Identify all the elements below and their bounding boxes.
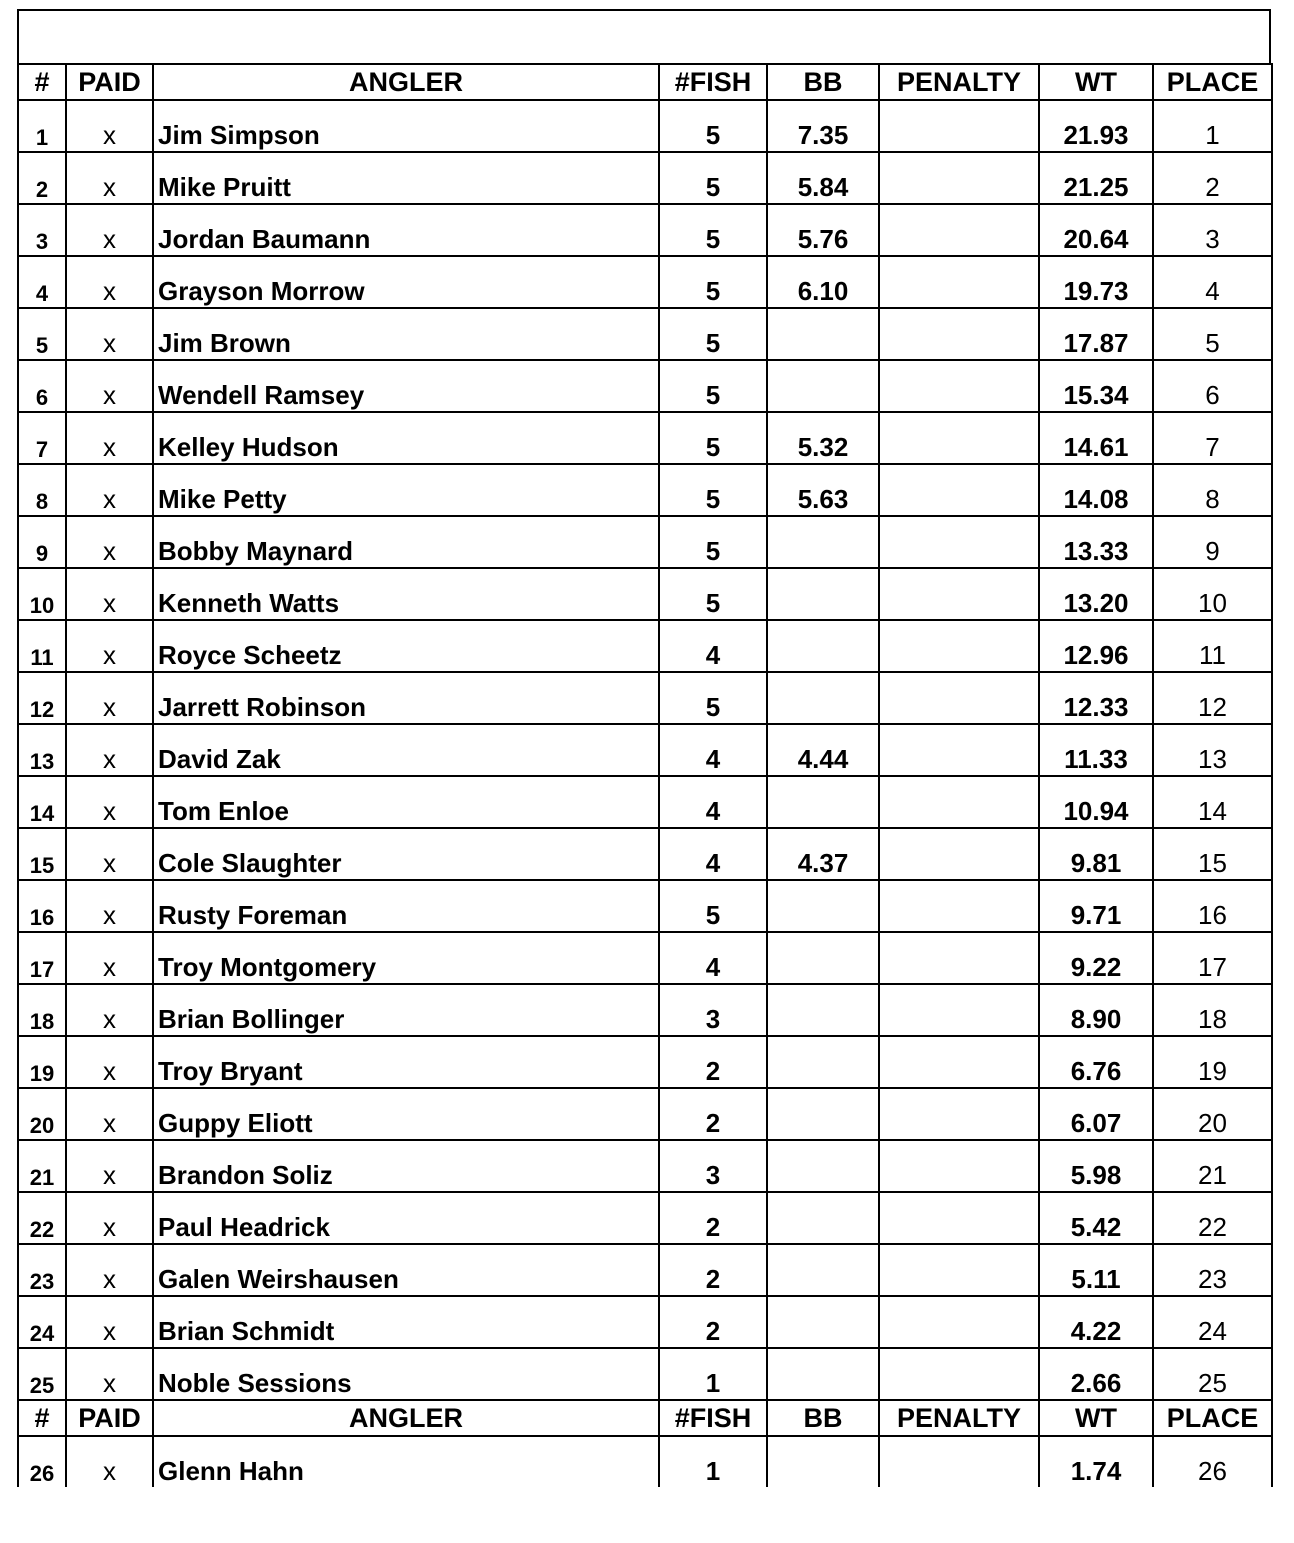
place-value: 4 — [1153, 256, 1272, 308]
penalty-value — [879, 828, 1039, 880]
total-weight: 6.07 — [1039, 1088, 1153, 1140]
place-value: 20 — [1153, 1088, 1272, 1140]
paid-mark: x — [66, 152, 153, 204]
header-penalty: PENALTY — [879, 1400, 1039, 1436]
fish-count: 5 — [659, 100, 767, 152]
table-row — [18, 984, 1272, 1036]
row-number: 2 — [18, 152, 66, 204]
angler-name: Brian Schmidt — [153, 1296, 659, 1348]
place-value: 8 — [1153, 464, 1272, 516]
row-number: 18 — [18, 984, 66, 1036]
total-weight: 21.93 — [1039, 100, 1153, 152]
table-row — [18, 100, 1272, 152]
total-weight: 9.81 — [1039, 828, 1153, 880]
place-value: 3 — [1153, 204, 1272, 256]
penalty-value — [879, 880, 1039, 932]
paid-mark: x — [66, 516, 153, 568]
total-weight: 14.08 — [1039, 464, 1153, 516]
big-bass-weight — [767, 620, 879, 672]
big-bass-weight: 5.84 — [767, 152, 879, 204]
header-bb: BB — [767, 64, 879, 100]
results-table — [17, 63, 1273, 1487]
angler-name: Royce Scheetz — [153, 620, 659, 672]
penalty-value — [879, 100, 1039, 152]
place-value: 11 — [1153, 620, 1272, 672]
place-value: 15 — [1153, 828, 1272, 880]
fish-count: 2 — [659, 1088, 767, 1140]
angler-name: Rusty Foreman — [153, 880, 659, 932]
fish-count: 5 — [659, 880, 767, 932]
place-value: 12 — [1153, 672, 1272, 724]
total-weight: 10.94 — [1039, 776, 1153, 828]
row-number: 12 — [18, 672, 66, 724]
table-row — [18, 776, 1272, 828]
angler-name: Troy Bryant — [153, 1036, 659, 1088]
penalty-value — [879, 464, 1039, 516]
fish-count: 3 — [659, 984, 767, 1036]
penalty-value — [879, 1348, 1039, 1400]
row-number: 13 — [18, 724, 66, 776]
table-row — [18, 672, 1272, 724]
row-number: 7 — [18, 412, 66, 464]
header-num: # — [18, 64, 66, 100]
header-fish: #FISH — [659, 1400, 767, 1436]
angler-name: David Zak — [153, 724, 659, 776]
header-paid: PAID — [66, 1400, 153, 1436]
total-weight: 15.34 — [1039, 360, 1153, 412]
row-number: 5 — [18, 308, 66, 360]
table-row — [18, 932, 1272, 984]
row-number: 25 — [18, 1348, 66, 1400]
paid-mark: x — [66, 1436, 153, 1487]
penalty-value — [879, 984, 1039, 1036]
header-wt: WT — [1039, 1400, 1153, 1436]
angler-name: Wendell Ramsey — [153, 360, 659, 412]
table-row — [18, 620, 1272, 672]
penalty-value — [879, 308, 1039, 360]
place-value: 14 — [1153, 776, 1272, 828]
big-bass-weight: 6.10 — [767, 256, 879, 308]
total-weight: 20.64 — [1039, 204, 1153, 256]
header-num: # — [18, 1400, 66, 1436]
total-weight: 6.76 — [1039, 1036, 1153, 1088]
paid-mark: x — [66, 1036, 153, 1088]
paid-mark: x — [66, 1244, 153, 1296]
penalty-value — [879, 360, 1039, 412]
big-bass-weight: 5.76 — [767, 204, 879, 256]
angler-name: Glenn Hahn — [153, 1436, 659, 1487]
total-weight: 19.73 — [1039, 256, 1153, 308]
paid-mark: x — [66, 1192, 153, 1244]
angler-name: Troy Montgomery — [153, 932, 659, 984]
row-number: 9 — [18, 516, 66, 568]
row-number: 22 — [18, 1192, 66, 1244]
place-value: 2 — [1153, 152, 1272, 204]
angler-name: Jarrett Robinson — [153, 672, 659, 724]
big-bass-weight — [767, 776, 879, 828]
big-bass-weight: 4.44 — [767, 724, 879, 776]
paid-mark: x — [66, 880, 153, 932]
big-bass-weight: 4.37 — [767, 828, 879, 880]
header-fish: #FISH — [659, 64, 767, 100]
big-bass-weight — [767, 1436, 879, 1487]
penalty-value — [879, 724, 1039, 776]
total-weight: 12.33 — [1039, 672, 1153, 724]
table-row — [18, 256, 1272, 308]
place-value: 7 — [1153, 412, 1272, 464]
penalty-value — [879, 1140, 1039, 1192]
header-row — [18, 64, 1272, 100]
table-row — [18, 516, 1272, 568]
paid-mark: x — [66, 672, 153, 724]
fish-count: 4 — [659, 620, 767, 672]
row-number: 11 — [18, 620, 66, 672]
paid-mark: x — [66, 1140, 153, 1192]
penalty-value — [879, 412, 1039, 464]
paid-mark: x — [66, 1348, 153, 1400]
fish-count: 4 — [659, 828, 767, 880]
big-bass-weight: 5.63 — [767, 464, 879, 516]
angler-name: Jim Brown — [153, 308, 659, 360]
big-bass-weight — [767, 1036, 879, 1088]
paid-mark: x — [66, 568, 153, 620]
header-bb: BB — [767, 1400, 879, 1436]
big-bass-weight: 7.35 — [767, 100, 879, 152]
penalty-value — [879, 152, 1039, 204]
penalty-value — [879, 672, 1039, 724]
penalty-value — [879, 932, 1039, 984]
paid-mark: x — [66, 984, 153, 1036]
place-value: 25 — [1153, 1348, 1272, 1400]
table-row — [18, 1036, 1272, 1088]
row-number: 8 — [18, 464, 66, 516]
row-number: 1 — [18, 100, 66, 152]
paid-mark: x — [66, 100, 153, 152]
big-bass-weight — [767, 1140, 879, 1192]
table-row — [18, 204, 1272, 256]
paid-mark: x — [66, 256, 153, 308]
table-row — [18, 308, 1272, 360]
place-value: 18 — [1153, 984, 1272, 1036]
table-row — [18, 152, 1272, 204]
fish-count: 5 — [659, 152, 767, 204]
penalty-value — [879, 1244, 1039, 1296]
angler-name: Guppy Eliott — [153, 1088, 659, 1140]
total-weight: 11.33 — [1039, 724, 1153, 776]
total-weight: 4.22 — [1039, 1296, 1153, 1348]
penalty-value — [879, 1192, 1039, 1244]
total-weight: 1.74 — [1039, 1436, 1153, 1487]
table-row — [18, 1140, 1272, 1192]
angler-name: Tom Enloe — [153, 776, 659, 828]
big-bass-weight — [767, 308, 879, 360]
big-bass-weight — [767, 360, 879, 412]
row-number: 23 — [18, 1244, 66, 1296]
total-weight: 9.22 — [1039, 932, 1153, 984]
angler-name: Paul Headrick — [153, 1192, 659, 1244]
angler-name: Kenneth Watts — [153, 568, 659, 620]
table-row — [18, 1192, 1272, 1244]
row-number: 26 — [18, 1436, 66, 1487]
big-bass-weight — [767, 1348, 879, 1400]
total-weight: 5.11 — [1039, 1244, 1153, 1296]
place-value: 16 — [1153, 880, 1272, 932]
total-weight: 21.25 — [1039, 152, 1153, 204]
penalty-value — [879, 1296, 1039, 1348]
big-bass-weight — [767, 672, 879, 724]
total-weight: 12.96 — [1039, 620, 1153, 672]
fish-count: 5 — [659, 516, 767, 568]
penalty-value — [879, 620, 1039, 672]
total-weight: 14.61 — [1039, 412, 1153, 464]
table-row — [18, 1244, 1272, 1296]
angler-name: Bobby Maynard — [153, 516, 659, 568]
fish-count: 4 — [659, 776, 767, 828]
row-number: 21 — [18, 1140, 66, 1192]
fish-count: 5 — [659, 204, 767, 256]
header-penalty: PENALTY — [879, 64, 1039, 100]
fish-count: 1 — [659, 1348, 767, 1400]
big-bass-weight — [767, 984, 879, 1036]
place-value: 13 — [1153, 724, 1272, 776]
header-place: PLACE — [1153, 64, 1272, 100]
paid-mark: x — [66, 360, 153, 412]
paid-mark: x — [66, 1296, 153, 1348]
place-value: 24 — [1153, 1296, 1272, 1348]
big-bass-weight — [767, 516, 879, 568]
paid-mark: x — [66, 1088, 153, 1140]
angler-name: Cole Slaughter — [153, 828, 659, 880]
total-weight: 5.98 — [1039, 1140, 1153, 1192]
table-row — [18, 568, 1272, 620]
header-paid: PAID — [66, 64, 153, 100]
row-number: 20 — [18, 1088, 66, 1140]
place-value: 9 — [1153, 516, 1272, 568]
paid-mark: x — [66, 620, 153, 672]
penalty-value — [879, 568, 1039, 620]
penalty-value — [879, 516, 1039, 568]
header-angler: ANGLER — [153, 64, 659, 100]
fish-count: 4 — [659, 724, 767, 776]
table-row — [18, 412, 1272, 464]
row-number: 16 — [18, 880, 66, 932]
total-weight: 9.71 — [1039, 880, 1153, 932]
big-bass-weight — [767, 932, 879, 984]
row-number: 24 — [18, 1296, 66, 1348]
total-weight: 13.33 — [1039, 516, 1153, 568]
place-value: 17 — [1153, 932, 1272, 984]
big-bass-weight: 5.32 — [767, 412, 879, 464]
big-bass-weight — [767, 1192, 879, 1244]
big-bass-weight — [767, 1088, 879, 1140]
table-row — [18, 828, 1272, 880]
penalty-value — [879, 204, 1039, 256]
fish-count: 5 — [659, 568, 767, 620]
fish-count: 3 — [659, 1140, 767, 1192]
place-value: 21 — [1153, 1140, 1272, 1192]
place-value: 1 — [1153, 100, 1272, 152]
angler-name: Grayson Morrow — [153, 256, 659, 308]
table-row — [18, 1436, 1272, 1487]
fish-count: 5 — [659, 256, 767, 308]
fish-count: 1 — [659, 1436, 767, 1487]
row-number: 15 — [18, 828, 66, 880]
row-number: 19 — [18, 1036, 66, 1088]
results-sheet — [17, 9, 1271, 1487]
fish-count: 5 — [659, 412, 767, 464]
total-weight: 17.87 — [1039, 308, 1153, 360]
fish-count: 5 — [659, 360, 767, 412]
total-weight: 2.66 — [1039, 1348, 1153, 1400]
angler-name: Jim Simpson — [153, 100, 659, 152]
paid-mark: x — [66, 828, 153, 880]
place-value: 5 — [1153, 308, 1272, 360]
table-row — [18, 1348, 1272, 1400]
big-bass-weight — [767, 880, 879, 932]
angler-name: Mike Pruitt — [153, 152, 659, 204]
fish-count: 2 — [659, 1036, 767, 1088]
paid-mark: x — [66, 204, 153, 256]
fish-count: 5 — [659, 672, 767, 724]
total-weight: 5.42 — [1039, 1192, 1153, 1244]
place-value: 22 — [1153, 1192, 1272, 1244]
angler-name: Noble Sessions — [153, 1348, 659, 1400]
fish-count: 5 — [659, 308, 767, 360]
row-number: 6 — [18, 360, 66, 412]
place-value: 26 — [1153, 1436, 1272, 1487]
total-weight: 13.20 — [1039, 568, 1153, 620]
fish-count: 2 — [659, 1296, 767, 1348]
place-value: 6 — [1153, 360, 1272, 412]
big-bass-weight — [767, 1244, 879, 1296]
paid-mark: x — [66, 308, 153, 360]
big-bass-weight — [767, 1296, 879, 1348]
row-number: 14 — [18, 776, 66, 828]
table-row — [18, 880, 1272, 932]
row-number: 3 — [18, 204, 66, 256]
penalty-value — [879, 1036, 1039, 1088]
table-row — [18, 1296, 1272, 1348]
table-row — [18, 464, 1272, 516]
penalty-value — [879, 1088, 1039, 1140]
paid-mark: x — [66, 464, 153, 516]
header-row-repeat — [18, 1400, 1272, 1436]
fish-count: 4 — [659, 932, 767, 984]
angler-name: Brian Bollinger — [153, 984, 659, 1036]
fish-count: 2 — [659, 1192, 767, 1244]
row-number: 10 — [18, 568, 66, 620]
big-bass-weight — [767, 568, 879, 620]
header-angler: ANGLER — [153, 1400, 659, 1436]
paid-mark: x — [66, 412, 153, 464]
angler-name: Galen Weirshausen — [153, 1244, 659, 1296]
fish-count: 2 — [659, 1244, 767, 1296]
penalty-value — [879, 776, 1039, 828]
header-wt: WT — [1039, 64, 1153, 100]
angler-name: Jordan Baumann — [153, 204, 659, 256]
row-number: 4 — [18, 256, 66, 308]
row-number: 17 — [18, 932, 66, 984]
place-value: 19 — [1153, 1036, 1272, 1088]
angler-name: Kelley Hudson — [153, 412, 659, 464]
paid-mark: x — [66, 776, 153, 828]
title-band — [17, 9, 1271, 63]
angler-name: Mike Petty — [153, 464, 659, 516]
table-row — [18, 1088, 1272, 1140]
angler-name: Brandon Soliz — [153, 1140, 659, 1192]
penalty-value — [879, 256, 1039, 308]
total-weight: 8.90 — [1039, 984, 1153, 1036]
fish-count: 5 — [659, 464, 767, 516]
place-value: 23 — [1153, 1244, 1272, 1296]
table-row — [18, 724, 1272, 776]
paid-mark: x — [66, 724, 153, 776]
header-place: PLACE — [1153, 1400, 1272, 1436]
penalty-value — [879, 1436, 1039, 1487]
paid-mark: x — [66, 932, 153, 984]
table-row — [18, 360, 1272, 412]
place-value: 10 — [1153, 568, 1272, 620]
